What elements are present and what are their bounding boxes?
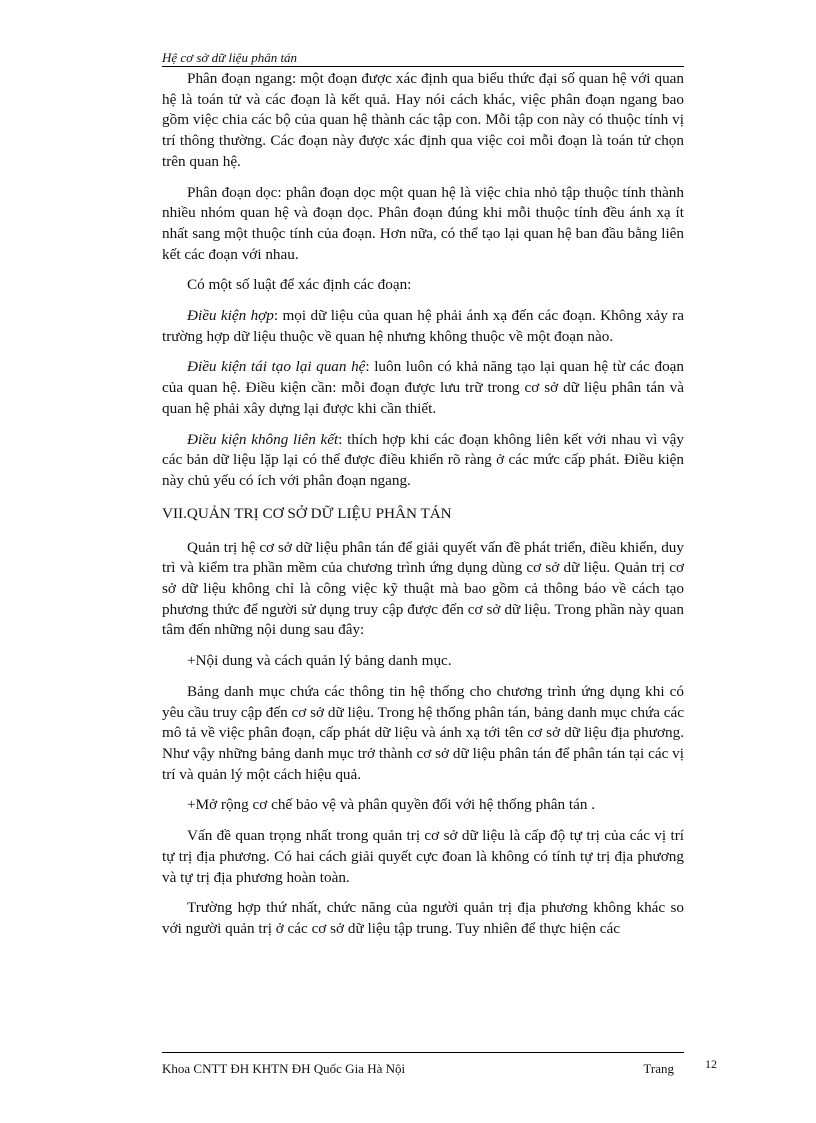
header-title: Hệ cơ sở dữ liệu phân tán [162,50,298,65]
paragraph-text: : mọi dữ liệu của quan hệ phải ánh xạ đến các đoạn. Không xảy ra trường hợp dữ liệu thuộc về quan hệ nhưng không thuộc về một đoạn nào. [162,307,684,345]
paragraph-text: : luôn luôn có khả năng tạo lại quan hệ từ các đoạn của quan hệ. Điều kiện cần: mỗi đoạn được lưu trữ trong cơ sở dữ liệu phân tán và quan hệ phải xây dựng lại được khi cần thiết. [162,358,685,417]
page-footer [162,1052,717,1076]
page-number: 12 [705,1057,717,1071]
paragraph-text: : thích hợp khi các đoạn không liên kết với nhau vì vậy các bản dữ liệu lặp lại có thể được điều khiển rõ ràng ở các mức cấp phát. Điều kiện này chủ yếu có ích với phân đoạn ngang. [162,430,684,489]
paragraph [162,306,684,347]
paragraph [162,357,684,419]
paragraph [162,430,684,492]
paragraph: Quản trị hệ cơ sở dữ liệu phân tán để giải quyết vấn đề phát triển, điều khiển, duy trì và kiểm tra phần mềm của chương trình ứng dụng dùng cơ sở dữ liệu. Quản trị cơ sở dữ liệu không chỉ là công việc kỹ thuật mà bao gồm cả thông báo về cách tạo phương thức để người sử dụng truy cập được đến cơ sở dữ liệu. Trong phần này quan tâm đến những nội dung sau đây: [162,538,684,639]
term-dieu-kien-hop: Điều kiện hợp [187,307,274,325]
page-header [162,50,684,66]
term-dieu-kien-tai-tao: Điều kiện tái tạo lại quan hệ [187,358,366,376]
footer-institution: Khoa CNTT ĐH KHTN ĐH Quốc Gia Hà Nội [162,1061,406,1076]
footer-rule [162,1052,684,1053]
paragraph: Bảng danh mục chứa các thông tin hệ thống cho chương trình ứng dụng khi có yêu cầu truy cập đến cơ sở dữ liệu. Trong hệ thống phân tán, bảng danh mục chứa các mô tả về việc phân đoạn, cấp phát dữ liệu và ánh xạ tới tên cơ sở dữ liệu địa phương. Như vậy những bảng danh mục trở thành cơ sở dữ liệu phân tán để phân tán tại các vị trí và quản lý một cách hiệu quả. [162,682,684,783]
paragraph: Vấn đề quan trọng nhất trong quản trị cơ sở dữ liệu là cấp độ tự trị của các vị trí tự trị địa phương. Có hai cách giải quyết cực đoan là không có tính tự trị địa phương và tự trị địa phương hoàn toàn. [162,827,684,886]
term-dieu-kien-khong-lien-ket: Điều kiện không liên kết [187,430,339,448]
page-body [162,69,684,950]
paragraph: Có một số luật để xác định các đoạn: [187,276,412,294]
paragraph: Phân đoạn dọc: phân đoạn dọc một quan hệ là việc chia nhỏ tập thuộc tính thành nhiều nhóm quan hệ và đoạn dọc. Phân đoạn đúng khi mỗi thuộc tính đều ánh xạ ít nhất sang một thuộc tính của đoạn. Hơn nữa, có thể tạo lại quan hệ ban đầu bằng liên kết các đoạn với nhau. [162,183,684,263]
paragraph: Phân đoạn ngang: một đoạn được xác định qua biểu thức đại số quan hệ với quan hệ là toán tử và các đoạn là kết quả. Hay nói cách khác, việc phân đoạn ngang bao gồm việc chia các bộ của quan hệ thành các tập con. Mỗi tập con này có thuộc tính vị trí thông thường. Các đoạn này được xác định qua việc coi mỗi đoạn là toán tử chọn trên quan hệ. [162,70,684,170]
paragraph: Trường hợp thứ nhất, chức năng của người quản trị địa phương không khác so với người quản trị ở các cơ sở dữ liệu tập trung. Tuy nhiên để thực hiện các [162,899,684,937]
header-rule [162,66,684,67]
section-heading: VII.QUẢN TRỊ CƠ SỞ DỮ LIỆU PHÂN TÁN [162,504,452,522]
paragraph: +Nội dung và cách quản lý bảng danh mục. [187,652,452,670]
footer-page-label: Trang [643,1061,674,1076]
paragraph: +Mở rộng cơ chế bảo vệ và phân quyền đối với hệ thống phân tán . [187,796,596,814]
